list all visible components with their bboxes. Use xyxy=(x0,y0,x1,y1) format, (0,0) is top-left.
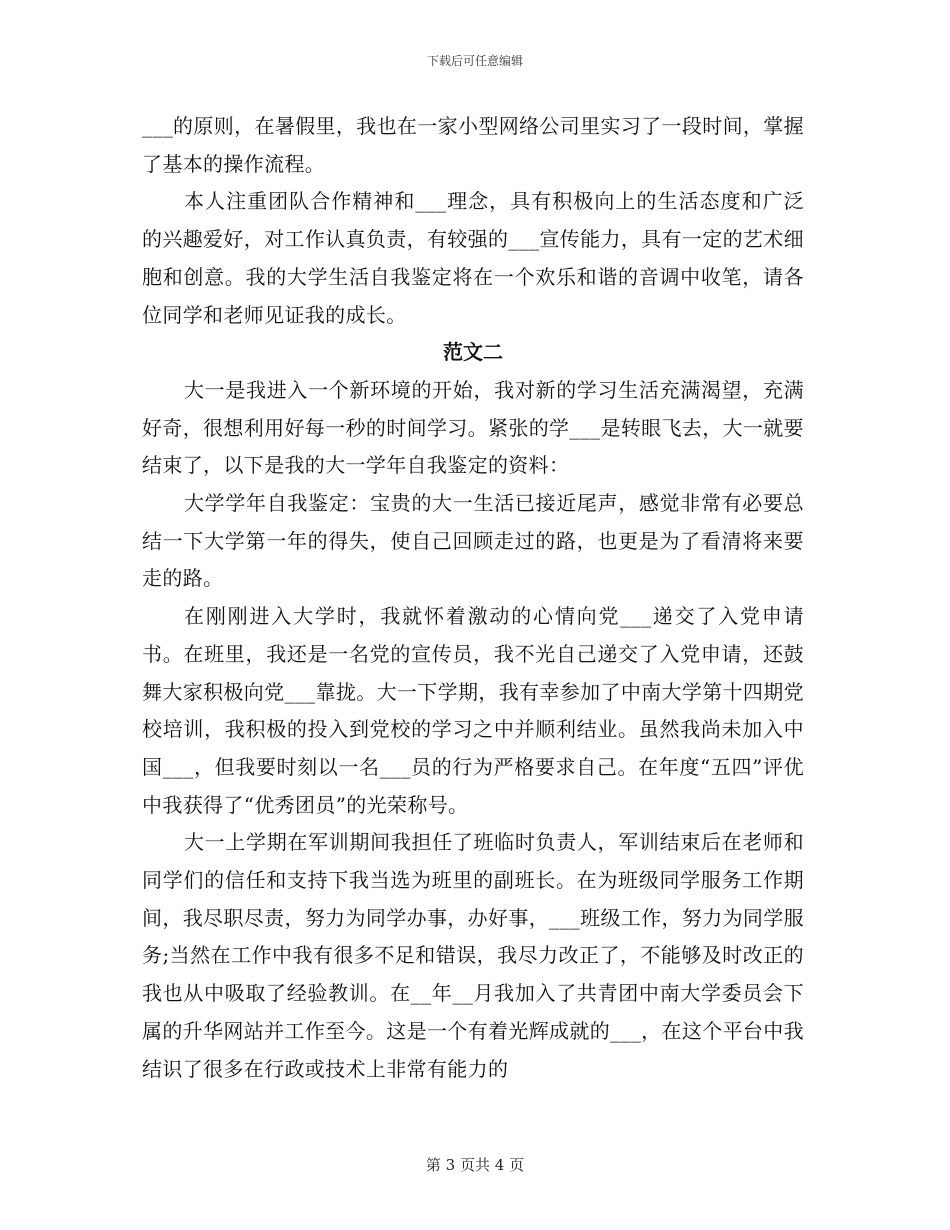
paragraph-self-evaluation: 大学学年自我鉴定：宝贵的大一生活已接近尾声，感觉非常有必要总结一下大学第一年的得失，使自己回顾走过的路，也更是为了看清将来要走的路。 xyxy=(142,491,804,591)
section-title: 范文二 xyxy=(443,340,503,365)
page-footer: 第 3 页共 4 页 xyxy=(425,1156,525,1174)
paragraph-teamwork: 本人注重团队合作精神和___理念，具有积极向上的生活态度和广泛的兴趣爱好，对工作认真负责，有较强的___宣传能力，具有一定的艺术细胞和创意。我的大学生活自我鉴定将在一个欢乐和谐的音调中收笔，请各位同学和老师见证我的成长。 xyxy=(142,189,804,327)
paragraph-freshman-intro: 大一是我进入一个新环境的开始，我对新的学习生活充满渴望，充满好奇，很想利用好每一秒的时间学习。紧张的学___是转眼飞去，大一就要结束了，以下是我的大一学年自我鉴定的资料： xyxy=(142,377,804,478)
page-header: 下载后可任意编辑 xyxy=(426,54,523,68)
paragraph-party-application: 在刚刚进入大学时，我就怀着激动的心情向党___递交了入党申请书。在班里，我还是一名党的宣传员，我不光自己递交了入党申请，还鼓舞大家积极向党___靠拢。大一下学期，我有幸参加了中南大学第十四期党校培训，我积极的投入到党校的学习之中并顺利结业。虽然我尚未加入中国___，但我要时刻以一名___员的行为严格要求自己。在年度“五四”评优中我获得了“优秀团员”的光荣称号。 xyxy=(142,604,804,817)
document-body xyxy=(142,108,804,1088)
paragraph-class-work: 大一上学期在军训期间我担任了班临时负责人，军训结束后在老师和同学们的信任和支持下我当选为班里的副班长。在为班级同学服务工作期间，我尽职尽责，努力为同学办事，办好事，___班级工作，努力为同学服务;当然在工作中我有很多不足和错误，我尽力改正了，不能够及时改正的我也从中吸取了经验教训。在__年__月我加入了共青团中南大学委员会下属的升华网站并工作至今。这是一个有着光辉成就的___，在这个平台中我结识了很多在行政或技术上非常有能力的 xyxy=(142,830,804,1081)
paragraph-continuation: ___的原则，在暑假里，我也在一家小型网络公司里实习了一段时间，掌握了基本的操作流程。 xyxy=(142,114,804,176)
